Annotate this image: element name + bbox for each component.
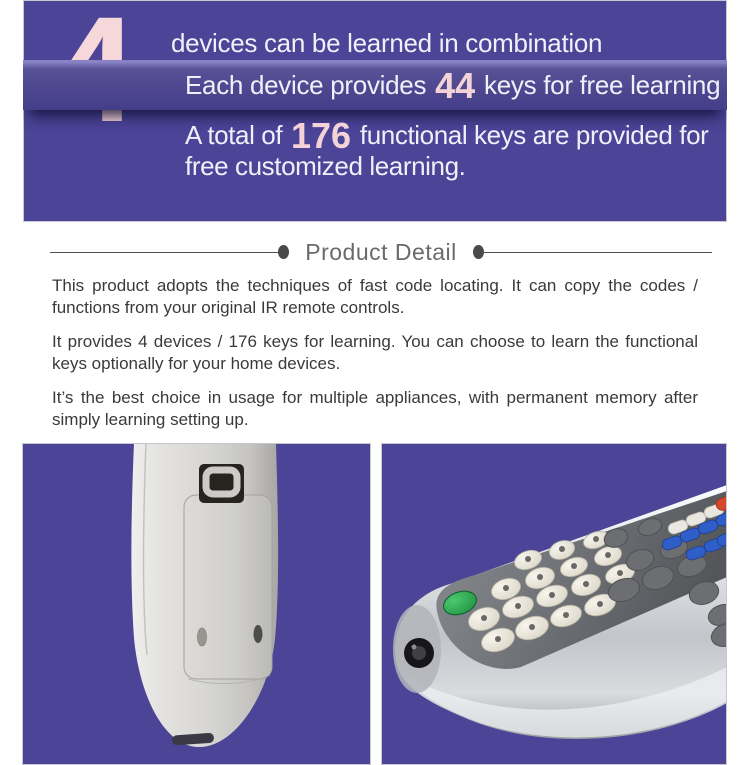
section-header bbox=[50, 239, 712, 265]
paragraph-best-choice: It’s the best choice in usage for multiple appliances, with permanent memory after simply learning setting up. bbox=[52, 388, 698, 429]
banner-line3-suffix: functional keys are provided for bbox=[353, 120, 709, 150]
ir-lens bbox=[404, 638, 434, 668]
banner-line2-suffix: keys for free learning bbox=[477, 70, 721, 100]
banner-line3 bbox=[185, 115, 727, 182]
header-line-left bbox=[50, 252, 278, 253]
paragraph-fast-code: This product adopts the techniques of fast code locating. It can copy the codes / functions from your original IR remote controls. bbox=[52, 276, 698, 317]
cover-dimple-right bbox=[254, 625, 263, 643]
promo-banner bbox=[23, 0, 727, 222]
battery-cover-latch bbox=[199, 464, 244, 503]
header-dot-right bbox=[473, 245, 484, 259]
cover-dimple-left bbox=[198, 628, 207, 646]
photo-gallery bbox=[22, 443, 727, 765]
banner-line2-prefix: Each device provides bbox=[185, 70, 434, 100]
banner-line3-prefix: A total of bbox=[185, 120, 290, 150]
remote-back-illustration bbox=[22, 443, 371, 765]
header-line-right bbox=[484, 252, 712, 253]
battery-cover bbox=[184, 495, 272, 684]
banner-line1: devices can be learned in combination bbox=[171, 28, 603, 58]
remote-front-photo bbox=[381, 443, 727, 765]
header-dot-left bbox=[278, 245, 289, 259]
banner-number-44: 44 bbox=[435, 65, 476, 106]
banner-number-176: 176 bbox=[291, 115, 352, 156]
product-description bbox=[52, 275, 698, 431]
paragraph-devices-keys: It provides 4 devices / 176 keys for learning. You can choose to learn the functional keys optionally for your home devices. bbox=[52, 332, 698, 373]
banner-line2 bbox=[185, 60, 720, 111]
banner-line3-second-line: free customized learning. bbox=[185, 151, 466, 181]
remote-back-photo bbox=[22, 443, 371, 765]
banner-stripe bbox=[23, 60, 727, 110]
remote-front-illustration bbox=[381, 443, 727, 765]
section-title: Product Detail bbox=[305, 238, 457, 265]
